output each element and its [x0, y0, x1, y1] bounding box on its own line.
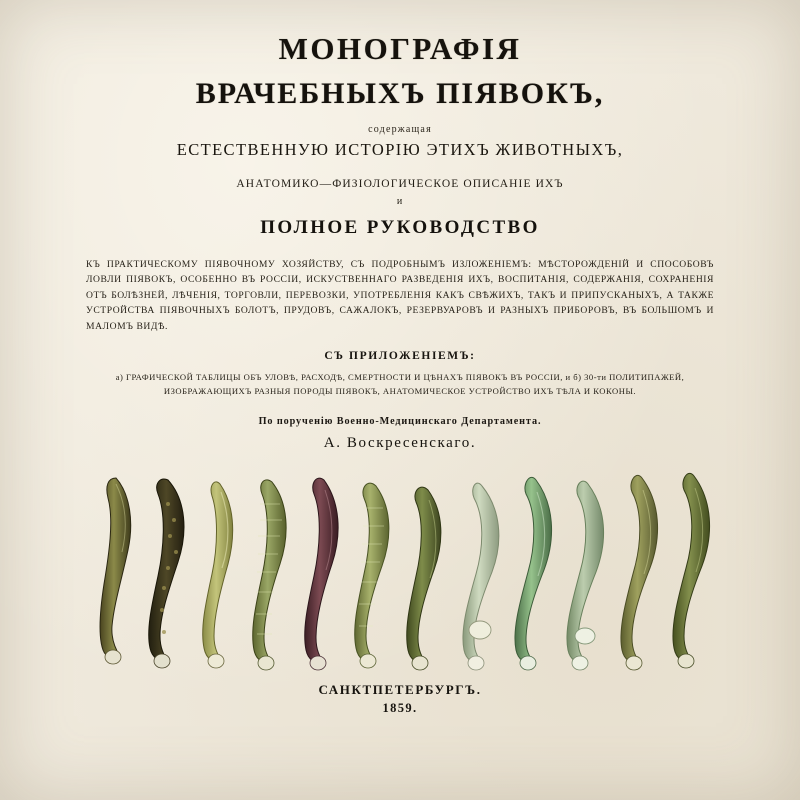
- guide-line: ПОЛНОЕ РУКОВОДСТВО: [260, 216, 540, 238]
- title-line-2: ВРАЧЕБНЫХЪ ПІЯВОКЪ,: [195, 76, 605, 110]
- leech-12: [673, 473, 710, 668]
- leech-2: [149, 479, 184, 668]
- title-block: [64, 32, 736, 239]
- leech-9: [515, 477, 552, 670]
- leech-4: [253, 480, 286, 670]
- leech-specimens-plate: [64, 464, 736, 676]
- leech-5: [305, 478, 338, 670]
- appendix-title: СЪ ПРИЛОЖЕНІЕМЪ:: [324, 350, 476, 363]
- conjunction: и: [396, 195, 404, 207]
- appendix-body: а) ГРАФИЧЕСКОЙ ТАБЛИЦЫ ОБЪ УЛОВѢ, РАСХОДѢ, СМЕРТНОСТИ И ЦѢНАХЪ ПІЯВОКЪ ВЪ РОССІИ, и б) 30-ти ПОЛИТИПАЖЕЙ, ИЗОБРАЖАЮЩИХЪ РАЗНЫЯ ПОРОДЫ ПІЯВОКЪ, АНАТОМИЧЕСКОЕ УСТРОЙСТВО ИХЪ ТѢЛА И КОКОНЫ.: [115, 372, 685, 397]
- leech-3: [203, 482, 233, 668]
- year-line: 1859.: [382, 700, 418, 715]
- department-line: По порученію Военно-Медицинскаго Департамента.: [258, 415, 542, 427]
- leech-11: [621, 475, 658, 670]
- subtitle-line: ЕСТЕСТВЕННУЮ ИСТОРІЮ ЭТИХЪ ЖИВОТНЫХЪ,: [176, 139, 624, 159]
- leech-7: [407, 487, 441, 670]
- subtitle-lead: содержащая: [368, 123, 432, 135]
- leech-1: [100, 478, 131, 664]
- title-line-1: МОНОГРАФІЯ: [278, 31, 522, 66]
- author-name: А. Воскресенскаго.: [323, 434, 477, 451]
- leech-8: [463, 483, 499, 670]
- leech-10: [567, 481, 604, 670]
- plate-illustration: [64, 464, 736, 676]
- anatomy-line: АНАТОМИКО—ФИЗІОЛОГИЧЕСКОЕ ОПИСАНІЕ ИХЪ: [236, 177, 564, 190]
- leech-6: [355, 483, 389, 668]
- city-line: САНКТПЕТЕРБУРГЪ.: [318, 681, 482, 697]
- body-paragraph: КЪ ПРАКТИЧЕСКОМУ ПІЯВОЧНОМУ ХОЗЯЙСТВУ, СЪ ПОДРОБНЫМЪ ИЗЛОЖЕНІЕМЪ: МѢСТОРОЖДЕНІЙ И СПОСОБОВЪ ЛОВЛИ ПІЯВОКЪ, ОСОБЕННО ВЪ РОССІИ, ИСКУСТВЕННАГО РАЗВЕДЕНІЯ ИХЪ, ВОСПИТАНІЯ, СОДЕРЖАНІЯ, СОХРАНЕНІЯ ОТЪ БОЛѢЗНЕЙ, ЛѢЧЕНІЯ, ТОРГОВЛИ, ПЕРЕВОЗКИ, УПОТРЕБЛЕНІЯ КАКЪ СВѢЖИХЪ, ТАКЪ И ПРИПУСКАНЫХЪ, А ТАКЖЕ УСТРОЙСТВА ПІЯВОЧНЫХЪ БОЛОТЪ, ПРУДОВЪ, САЖАЛОКЪ, РЕЗЕРВУАРОВЪ И РАЗНЫХЪ ПРИБОРОВЪ, ВЪ БОЛЬШОМЪ И МАЛОМЪ ВИДѢ.: [86, 258, 714, 332]
